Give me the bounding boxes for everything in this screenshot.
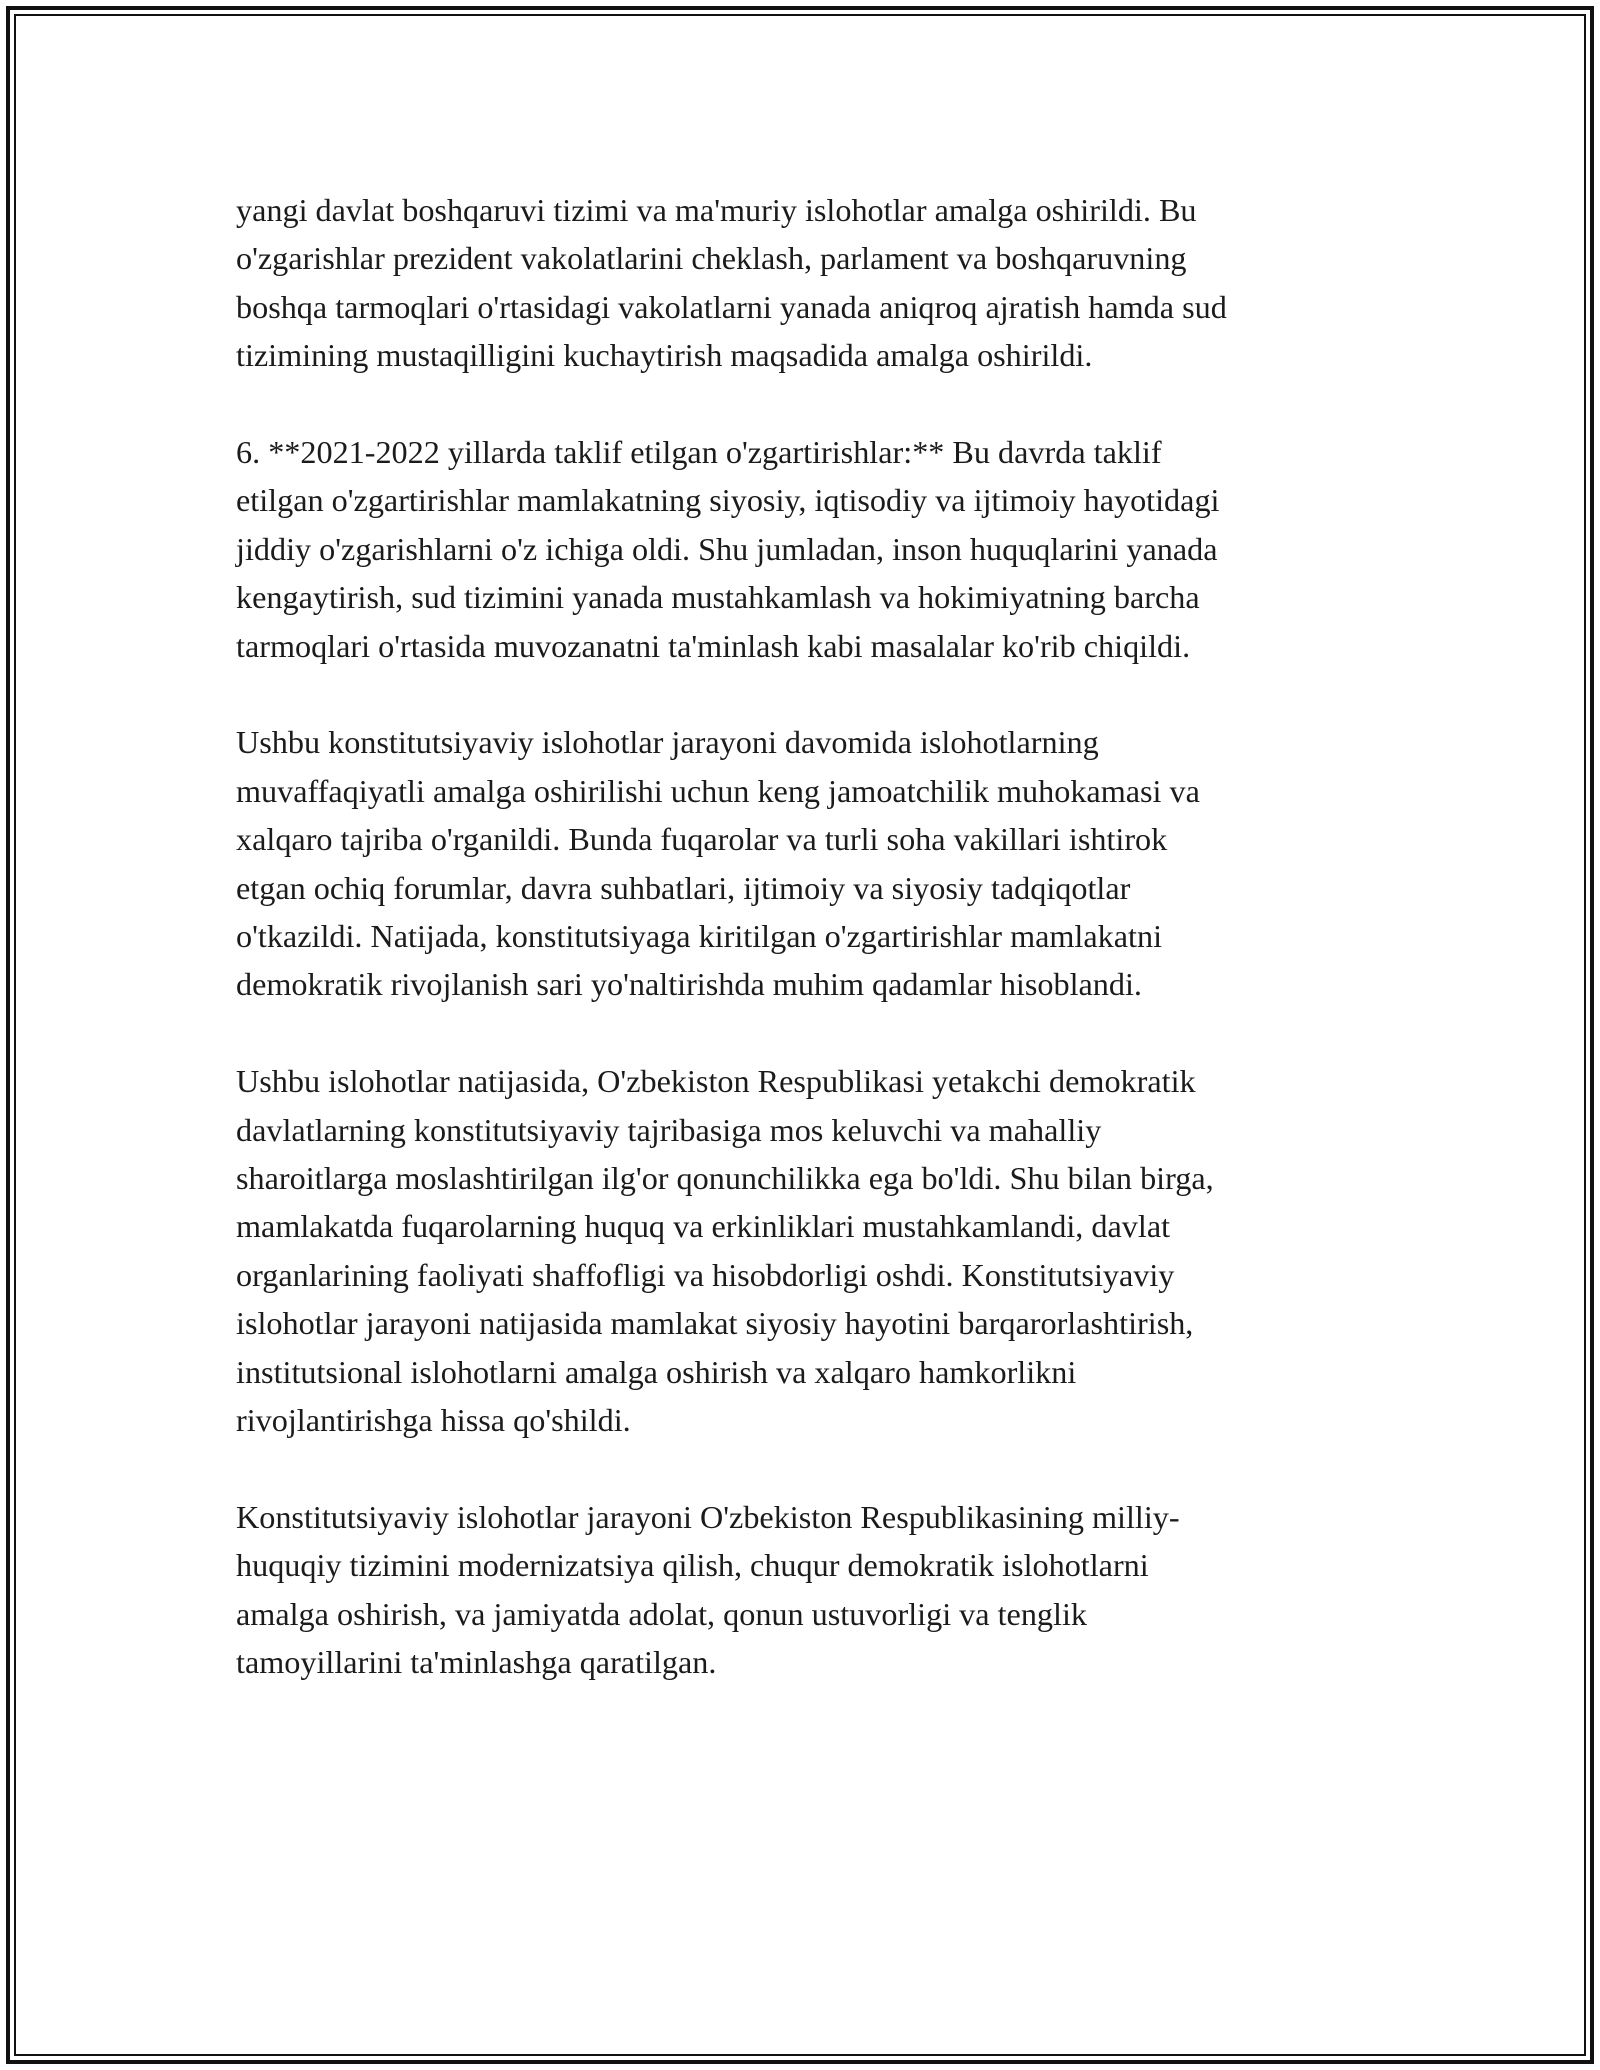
paragraph-5: Konstitutsiyaviy islohotlar jarayoni O'zbekiston Respublikasining milliy- huquqiy tizimini modernizatsiya qilish, chuqur demokratik islohotlarni amalga oshirish, va jamiyatda adolat, qonun ustuvorligi va tenglik tamoyillarini ta'minlashga qaratilgan. [236, 1498, 1180, 1681]
paragraph-3: Ushbu konstitutsiyaviy islohotlar jarayoni davomida islohotlarning muvaffaqiyatli amalga oshirilishi uchun keng jamoatchilik muhokamasi va xalqaro tajriba o'rganildi. Bunda fuqarolar va turli soha vakillari ishtirok etgan ochiq forumlar, davra suhbatlari, ijtimoiy va siyosiy tadqiqotlar o'tkazildi. Natijada, konstitutsiyaga kiritilgan o'zgartirishlar mamlakatni demokratik rivojlanish sari yo'naltirishda muhim qadamlar hisoblandi. [236, 724, 1200, 1003]
paragraph-4: Ushbu islohotlar natijasida, O'zbekiston Respublikasi yetakchi demokratik davlatlarning konstitutsiyaviy tajribasiga mos keluvchi va mahalliy sharoitlarga moslashtirilgan ilg'or qonunchilikka ega bo'ldi. Shu bilan birga, mamlakatda fuqarolarning huquq va erkinliklari mustahkamlandi, davlat organlarining faoliyati shaffofligi va hisobdorligi oshdi. Konstitutsiyaviy islohotlar jarayoni natijasida mamlakat siyosiy hayotini barqarorlashtirish, institutsional islohotlarni amalga oshirish va xalqaro hamkorlikni rivojlantirishga hissa qo'shildi. [236, 1063, 1214, 1439]
paragraph-2: 6. **2021-2022 yillarda taklif etilgan o'zgartirishlar:** Bu davrda taklif etilgan o'zgartirishlar mamlakatning siyosiy, iqtisodiy va ijtimoiy hayotidagi jiddiy o'zgarishlarni o'z ichiga oldi. Shu jumladan, inson huquqlarini yanada kengaytirish, sud tizimini yanada mustahkamlash va hokimiyatning barcha tarmoqlari o'rtasida muvozanatni ta'minlash kabi masalalar ko'rib chiqildi. [236, 434, 1220, 664]
paragraph-1: yangi davlat boshqaruvi tizimi va ma'muriy islohotlar amalga oshirildi. Bu o'zgarishlar prezident vakolatlarini cheklash, parlament va boshqaruvning boshqa tarmoqlari o'rtasidagi vakolatlarni yanada aniqroq ajratish hamda sud tizimining mustaqilligini kuchaytirish maqsadida amalga oshirildi. [236, 192, 1227, 374]
document-body [236, 186, 1366, 1735]
